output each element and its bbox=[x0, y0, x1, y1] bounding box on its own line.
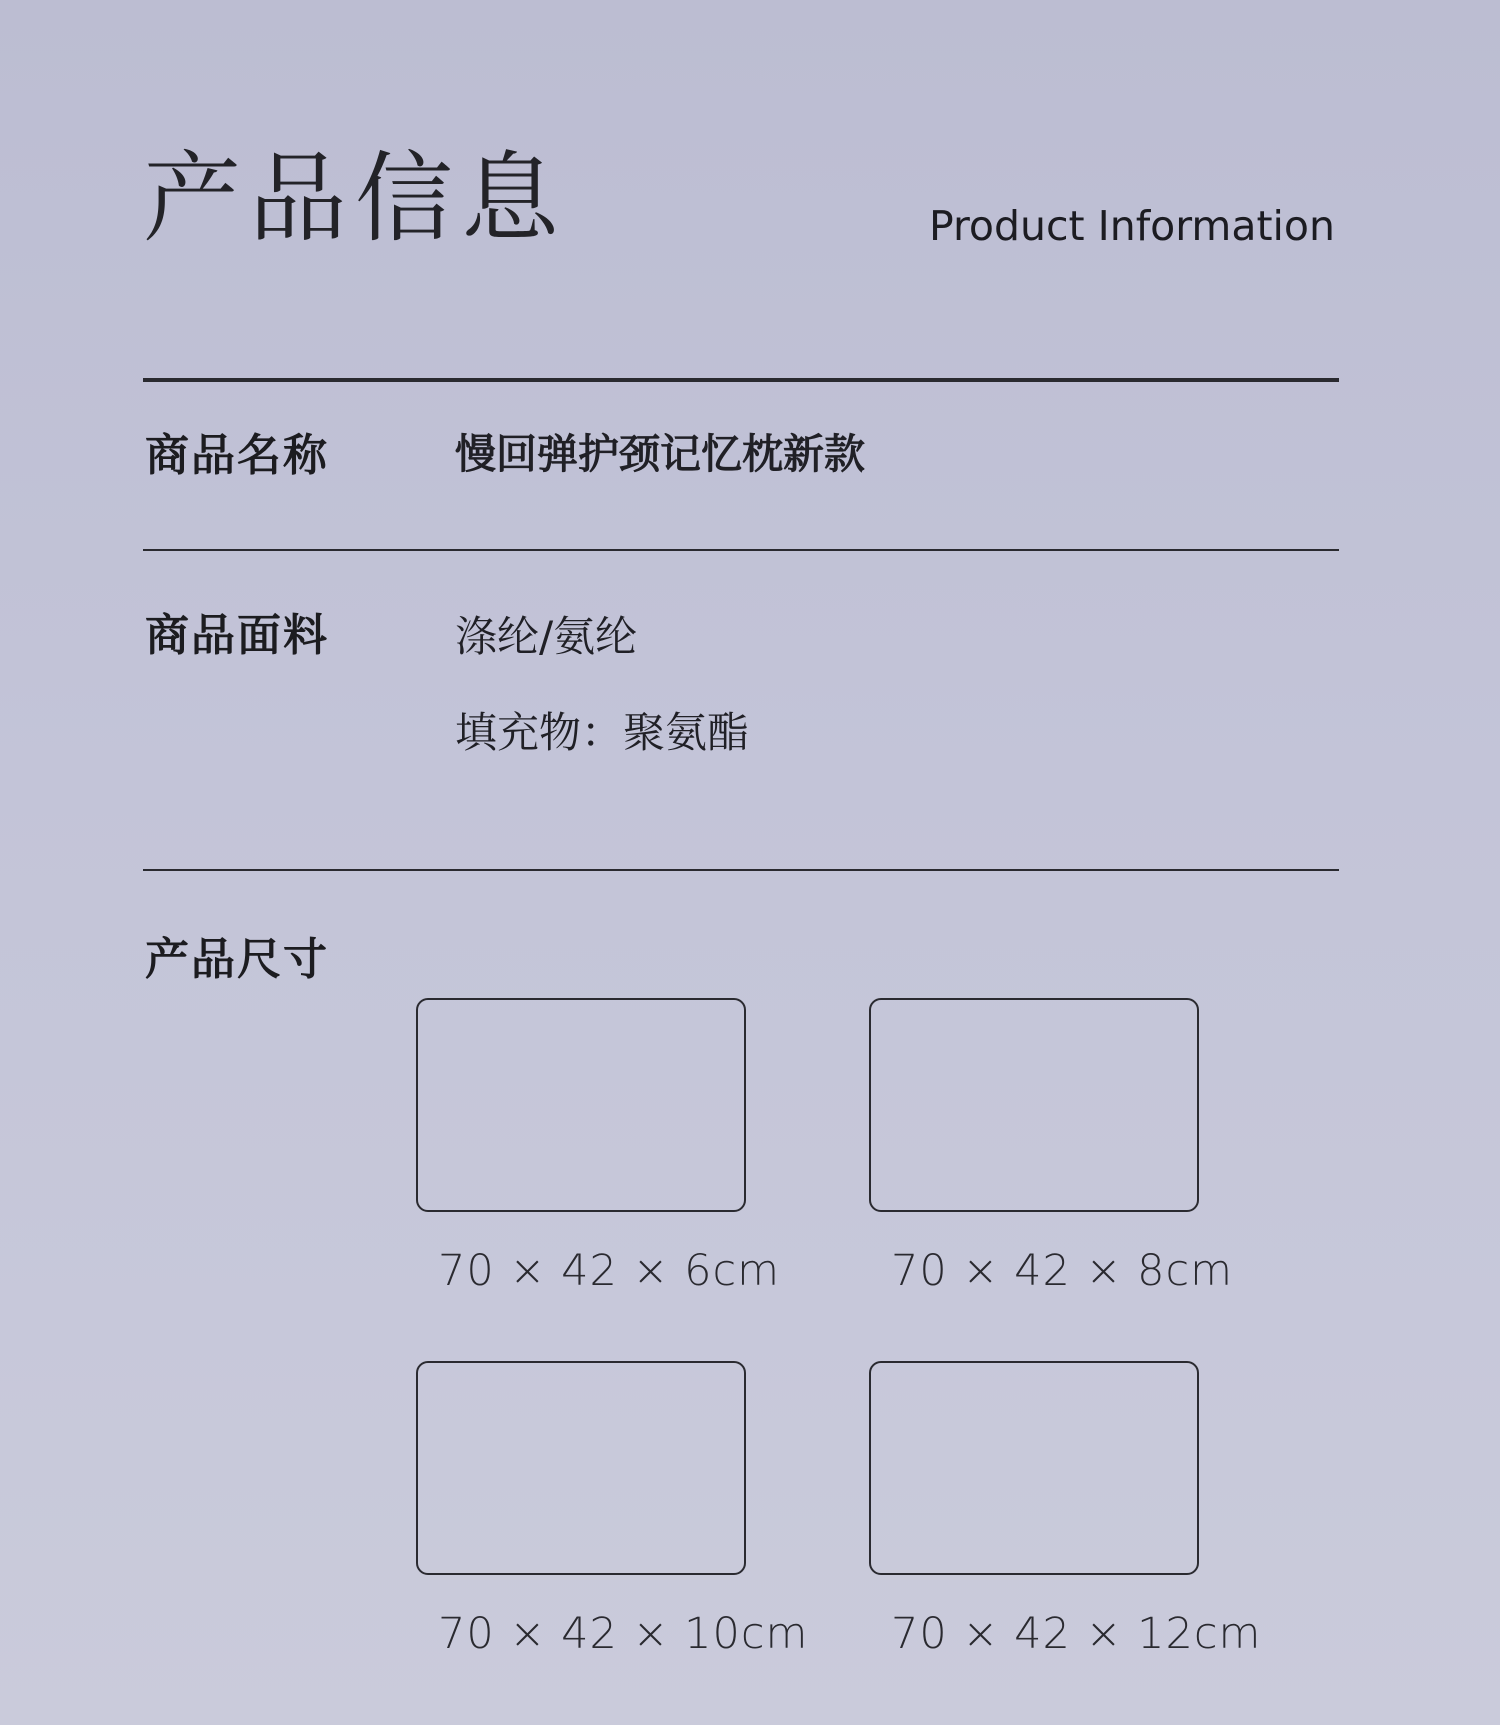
size-option bbox=[869, 998, 1234, 1296]
size-box bbox=[416, 998, 746, 1212]
product-name-label: 商品名称 bbox=[145, 430, 329, 481]
size-option bbox=[416, 1361, 809, 1659]
size-dimensions: 70 × 42 × 10cm bbox=[438, 1609, 809, 1659]
page-title: 产品信息 bbox=[143, 142, 568, 256]
fabric-value: 涤纶/氨纶 bbox=[455, 612, 638, 661]
size-box bbox=[869, 1361, 1199, 1575]
size-dimensions: 70 × 42 × 8cm bbox=[891, 1246, 1234, 1296]
fabric-label: 商品面料 bbox=[145, 610, 329, 661]
size-label: 产品尺寸 bbox=[145, 934, 329, 985]
size-box bbox=[869, 998, 1199, 1212]
page-subtitle: Product Information bbox=[928, 202, 1335, 250]
filling-value: 填充物：聚氨酯 bbox=[455, 708, 750, 757]
size-dimensions: 70 × 42 × 6cm bbox=[438, 1246, 781, 1296]
size-box bbox=[416, 1361, 746, 1575]
size-dimensions: 70 × 42 × 12cm bbox=[891, 1609, 1262, 1659]
product-name-value: 慢回弹护颈记忆枕新款 bbox=[455, 430, 865, 478]
row-divider bbox=[143, 869, 1339, 871]
header-divider bbox=[143, 378, 1339, 382]
size-option bbox=[416, 998, 781, 1296]
size-option bbox=[869, 1361, 1262, 1659]
row-divider bbox=[143, 549, 1339, 551]
